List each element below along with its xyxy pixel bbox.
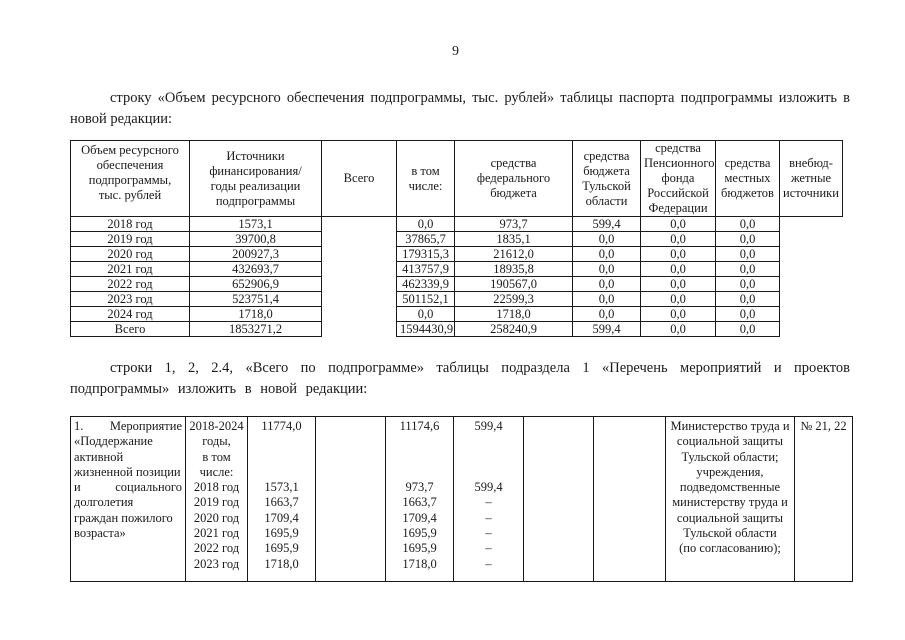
- header-including: в том числе:: [397, 141, 455, 217]
- local-cell: 0,0: [641, 307, 716, 322]
- year-cell: 2019 год: [71, 232, 190, 247]
- including-cell: [322, 262, 397, 277]
- header-source: Источники финансирования/ годы реализации подпрограммы: [190, 141, 322, 217]
- pension-cell: 0,0: [573, 247, 641, 262]
- including-cell: [322, 292, 397, 307]
- extra-cell: 0,0: [716, 232, 780, 247]
- federal-cell: 501152,1: [397, 292, 455, 307]
- pension-cell: 0,0: [573, 292, 641, 307]
- table-row: [71, 247, 843, 262]
- year-cell: 2023 год: [71, 292, 190, 307]
- pension-cell: 599,4: [573, 217, 641, 232]
- regional-cell: 1718,0: [455, 307, 573, 322]
- federal-cell: 1594430,9: [397, 322, 455, 337]
- year-cell: 2021 год: [71, 262, 190, 277]
- regional-cell: 258240,9: [455, 322, 573, 337]
- local-cell: 0,0: [641, 217, 716, 232]
- total-cell: 652906,9: [190, 277, 322, 292]
- extra-cell: 0,0: [716, 292, 780, 307]
- regional-amount-cell: 11174,6 973,7 1663,7 1709,4 1695,9 1695,9 1718,0: [386, 417, 454, 582]
- pension-amount-cell: 599,4 599,4 – – – – –: [454, 417, 524, 582]
- total-cell: 1718,0: [190, 307, 322, 322]
- total-cell: 1573,1: [190, 217, 322, 232]
- local-cell: 0,0: [641, 322, 716, 337]
- regional-cell: 973,7: [455, 217, 573, 232]
- local-cell: 0,0: [641, 247, 716, 262]
- local-cell: 0,0: [641, 292, 716, 307]
- header-extra: внебюд- жетные источники: [780, 141, 843, 217]
- activity-name-cell: 1. Мероприятие «Поддержание активной жизненной позиции и социального долголетия граждан пожилого возраста»: [71, 417, 186, 582]
- regional-cell: 21612,0: [455, 247, 573, 262]
- local-amount-cell: [524, 417, 594, 582]
- table-row: [71, 322, 843, 337]
- page-number: 9: [452, 44, 459, 59]
- table-row: [71, 307, 843, 322]
- table-row: [71, 262, 843, 277]
- extra-cell: 0,0: [716, 277, 780, 292]
- table-row: [71, 217, 843, 232]
- indicators-cell: № 21, 22: [795, 417, 853, 582]
- total-cell: 39700,8: [190, 232, 322, 247]
- including-cell: [322, 307, 397, 322]
- extra-cell: 0,0: [716, 262, 780, 277]
- extra-cell: 0,0: [716, 247, 780, 262]
- year-cell: 2024 год: [71, 307, 190, 322]
- local-cell: 0,0: [641, 277, 716, 292]
- resource-table: [70, 140, 843, 337]
- total-cell: 200927,3: [190, 247, 322, 262]
- regional-cell: 1835,1: [455, 232, 573, 247]
- pension-cell: 0,0: [573, 232, 641, 247]
- year-cell: 2022 год: [71, 277, 190, 292]
- total-cell: 1853271,2: [190, 322, 322, 337]
- instruction-paragraph-1: строку «Объем ресурсного обеспечения подпрограммы, тыс. рублей» таблицы паспорта подпрограммы изложить в новой редакции:: [70, 90, 850, 127]
- local-cell: 0,0: [641, 262, 716, 277]
- including-cell: [322, 217, 397, 232]
- extra-cell: 0,0: [716, 217, 780, 232]
- total-cell: 432693,7: [190, 262, 322, 277]
- pension-cell: 0,0: [573, 262, 641, 277]
- federal-cell: 179315,3: [397, 247, 455, 262]
- period-cell: 2018-2024 годы, в том числе: 2018 год 2019 год 2020 год 2021 год 2022 год 2023 год: [186, 417, 248, 582]
- header-pension: средства Пенсионного фонда Российской Федерации: [641, 141, 716, 217]
- federal-cell: 37865,7: [397, 232, 455, 247]
- table-row: [71, 232, 843, 247]
- including-cell: [322, 322, 397, 337]
- pension-cell: 0,0: [573, 277, 641, 292]
- pension-cell: 599,4: [573, 322, 641, 337]
- year-cell: 2018 год: [71, 217, 190, 232]
- activities-table: [70, 416, 853, 582]
- header-regional: средства бюджета Тульской области: [573, 141, 641, 217]
- including-cell: [322, 277, 397, 292]
- instruction-paragraph-2: строки 1, 2, 2.4, «Всего по подпрограмме» таблицы подраздела 1 «Перечень мероприятий и проектов подпрограммы» изложить в новой редакции:: [70, 360, 850, 397]
- regional-cell: 18935,8: [455, 262, 573, 277]
- extra-amount-cell: [594, 417, 666, 582]
- including-cell: [322, 232, 397, 247]
- table-row: [71, 292, 843, 307]
- extra-cell: 0,0: [716, 322, 780, 337]
- pension-cell: 0,0: [573, 307, 641, 322]
- federal-cell: 462339,9: [397, 277, 455, 292]
- year-cell: Всего: [71, 322, 190, 337]
- header-local: средства местных бюджетов: [716, 141, 780, 217]
- extra-cell: 0,0: [716, 307, 780, 322]
- total-amount-cell: 11774,0 1573,1 1663,7 1709,4 1695,9 1695,9 1718,0: [248, 417, 316, 582]
- year-cell: 2020 год: [71, 247, 190, 262]
- header-federal: средства федерального бюджета: [455, 141, 573, 217]
- federal-cell: 0,0: [397, 217, 455, 232]
- federal-cell: 0,0: [397, 307, 455, 322]
- regional-cell: 190567,0: [455, 277, 573, 292]
- regional-cell: 22599,3: [455, 292, 573, 307]
- total-cell: 523751,4: [190, 292, 322, 307]
- table-row: [71, 277, 843, 292]
- executor-cell: Министерство труда и социальной защиты Тульской области; учреждения, подведомственные министерству труда и социальной защиты Тульской области (по согласованию);: [666, 417, 795, 582]
- federal-amount-cell: [316, 417, 386, 582]
- federal-cell: 413757,9: [397, 262, 455, 277]
- resource-description-cell: Объем ресурсного обеспечения подпрограммы, тыс. рублей: [71, 141, 190, 217]
- including-cell: [322, 247, 397, 262]
- local-cell: 0,0: [641, 232, 716, 247]
- header-total: Всего: [322, 141, 397, 217]
